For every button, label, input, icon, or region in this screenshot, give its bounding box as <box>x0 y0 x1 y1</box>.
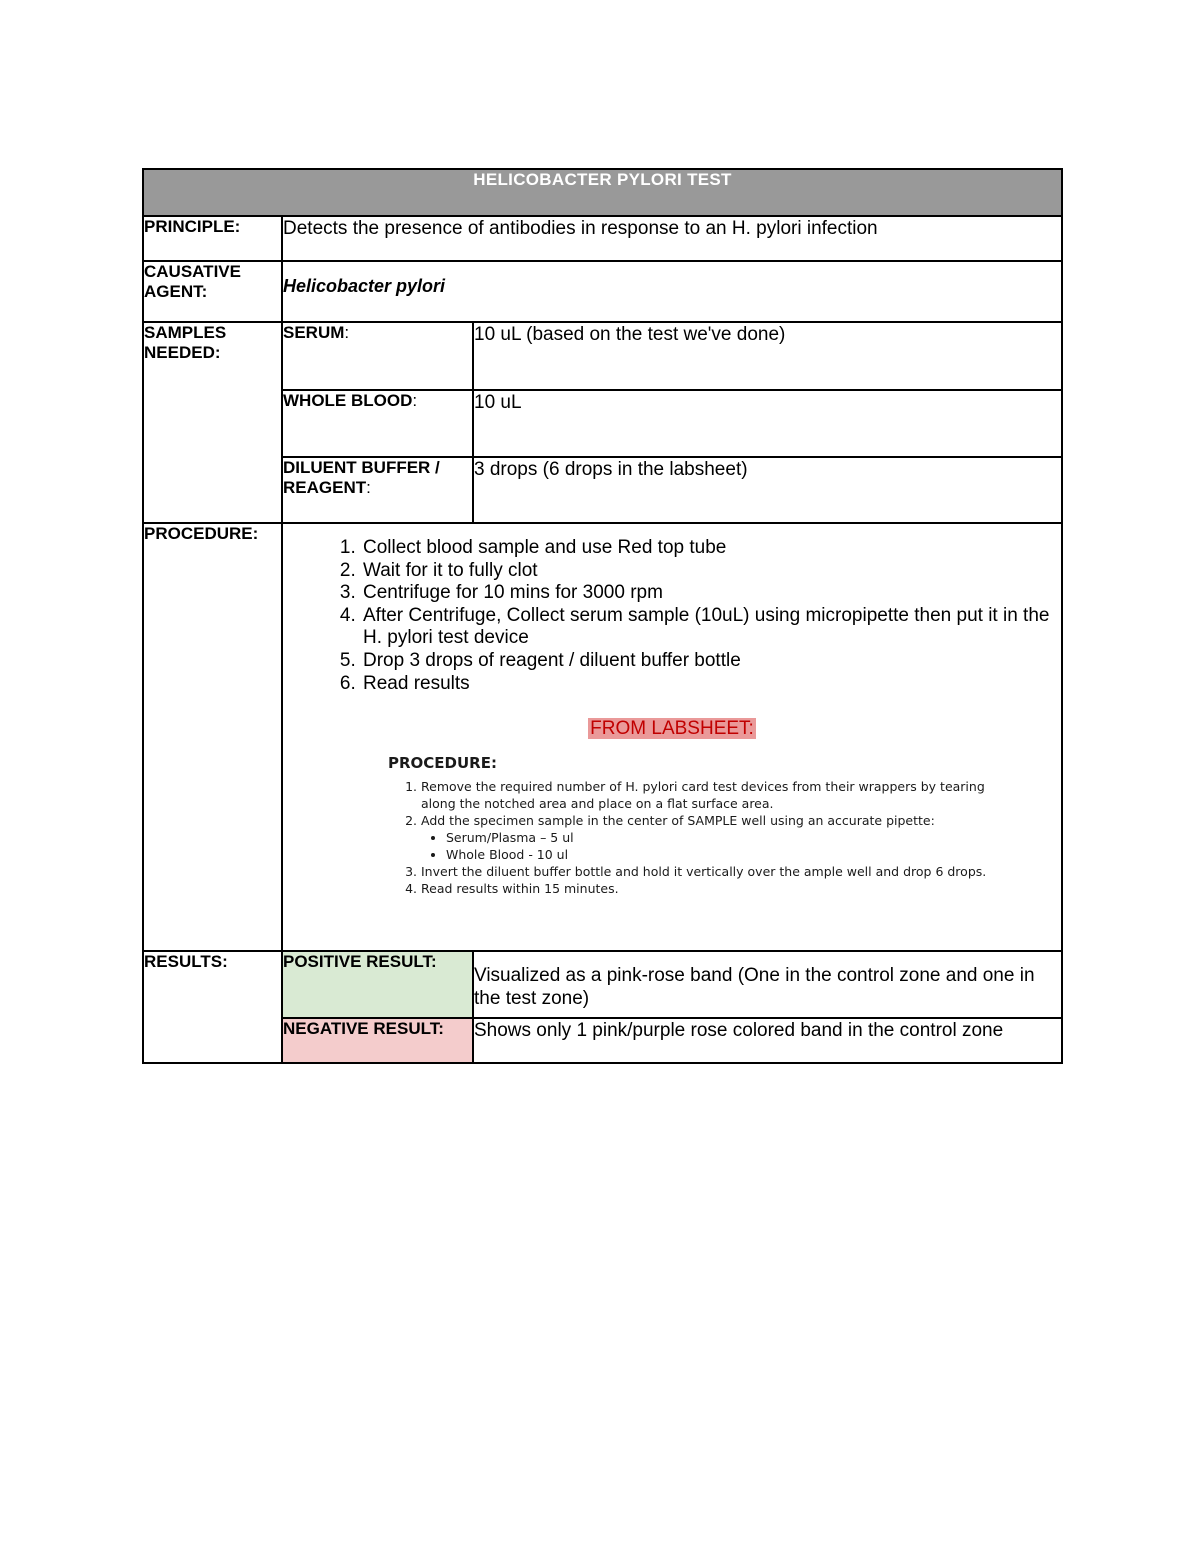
procedure-step: 4. After Centrifuge, Collect serum sample (10uL) using micropipette then put it in the H. pylori test device <box>361 605 1061 650</box>
h-pylori-table <box>142 168 1063 1064</box>
sample-name-diluent-line2-wrap <box>283 478 472 498</box>
samples-label <box>143 322 282 523</box>
sample-value-whole-blood: 10 uL <box>473 390 1062 457</box>
title-row <box>143 169 1062 216</box>
sample-name-diluent-line2: REAGENT <box>283 478 367 497</box>
principle-value: Detects the presence of antibodies in response to an H. pylori infection <box>282 216 1062 261</box>
causative-label-line1: CAUSATIVE <box>144 262 241 281</box>
labsheet-bullet: • Serum/Plasma – 5 ul <box>446 829 988 846</box>
procedure-content <box>282 523 1062 951</box>
labsheet-excerpt <box>388 754 988 897</box>
labsheet-step: 4. Read results within 15 minutes. <box>421 880 988 897</box>
principle-row <box>143 216 1062 261</box>
procedure-steps <box>283 537 1061 695</box>
causative-label-line2: AGENT: <box>144 282 208 301</box>
labsheet-procedure-heading: PROCEDURE: <box>388 754 497 773</box>
labsheet-sample-volumes <box>421 829 988 863</box>
samples-label-line1: SAMPLES <box>144 323 227 342</box>
sample-value-serum: 10 uL (based on the test we've done) <box>473 322 1062 390</box>
sample-name-whole-blood <box>282 390 473 457</box>
sample-name-whole-blood-text: WHOLE BLOOD <box>283 391 413 410</box>
results-label: RESULTS: <box>143 951 282 1063</box>
causative-agent-row <box>143 261 1062 322</box>
labsheet-step-text: Add the specimen sample in the center of SAMPLE well using an accurate pipette: <box>421 813 935 829</box>
labsheet-bullet: • Whole Blood - 10 ul <box>446 846 988 863</box>
labsheet-step: 1. Remove the required number of H. pylori card test devices from their wrappers by tearing along the notched area and place on a flat surface area. <box>421 778 988 812</box>
labsheet-heading: FROM LABSHEET: <box>590 718 754 740</box>
positive-result-label: POSITIVE RESULT: <box>282 951 473 1018</box>
sample-colon-serum: : <box>344 323 350 342</box>
sample-name-serum <box>282 322 473 390</box>
causative-agent-label <box>143 261 282 322</box>
procedure-row <box>143 523 1062 951</box>
organism-name: Helicobacter pylori <box>283 276 446 296</box>
sample-name-serum-text: SERUM <box>283 323 345 342</box>
labsheet-step <box>421 812 988 863</box>
negative-result-label: NEGATIVE RESULT: <box>282 1018 473 1063</box>
labsheet-heading-wrap <box>283 718 1061 740</box>
procedure-step: 1. Collect blood sample and use Red top tube <box>361 537 1061 560</box>
table-title: HELICOBACTER PYLORI TEST <box>143 169 1062 216</box>
negative-result-value: Shows only 1 pink/purple rose colored band in the control zone <box>473 1018 1062 1063</box>
sample-value-diluent: 3 drops (6 drops in the labsheet) <box>473 457 1062 523</box>
labsheet-step: 3. Invert the diluent buffer bottle and hold it vertically over the ample well and drop 6 drops. <box>421 863 988 880</box>
procedure-step: 2. Wait for it to fully clot <box>361 560 1061 583</box>
positive-result-value: Visualized as a pink-rose band (One in the control zone and one in the test zone) <box>473 951 1062 1018</box>
sample-name-diluent-line1: DILUENT BUFFER / <box>283 458 440 477</box>
result-row-positive <box>143 951 1062 1018</box>
procedure-label: PROCEDURE: <box>143 523 282 951</box>
procedure-step: 3. Centrifuge for 10 mins for 3000 rpm <box>361 582 1061 605</box>
sample-colon-whole-blood: : <box>412 391 418 410</box>
causative-agent-value <box>282 261 1062 322</box>
sample-name-diluent <box>282 457 473 523</box>
sample-row-serum <box>143 322 1062 390</box>
procedure-step: 5. Drop 3 drops of reagent / diluent buffer bottle <box>361 650 1061 673</box>
procedure-step: 6. Read results <box>361 673 1061 696</box>
principle-label: PRINCIPLE: <box>143 216 282 261</box>
labsheet-steps <box>388 778 988 897</box>
samples-label-line2: NEEDED: <box>144 343 221 362</box>
sample-colon-diluent: : <box>366 478 371 497</box>
